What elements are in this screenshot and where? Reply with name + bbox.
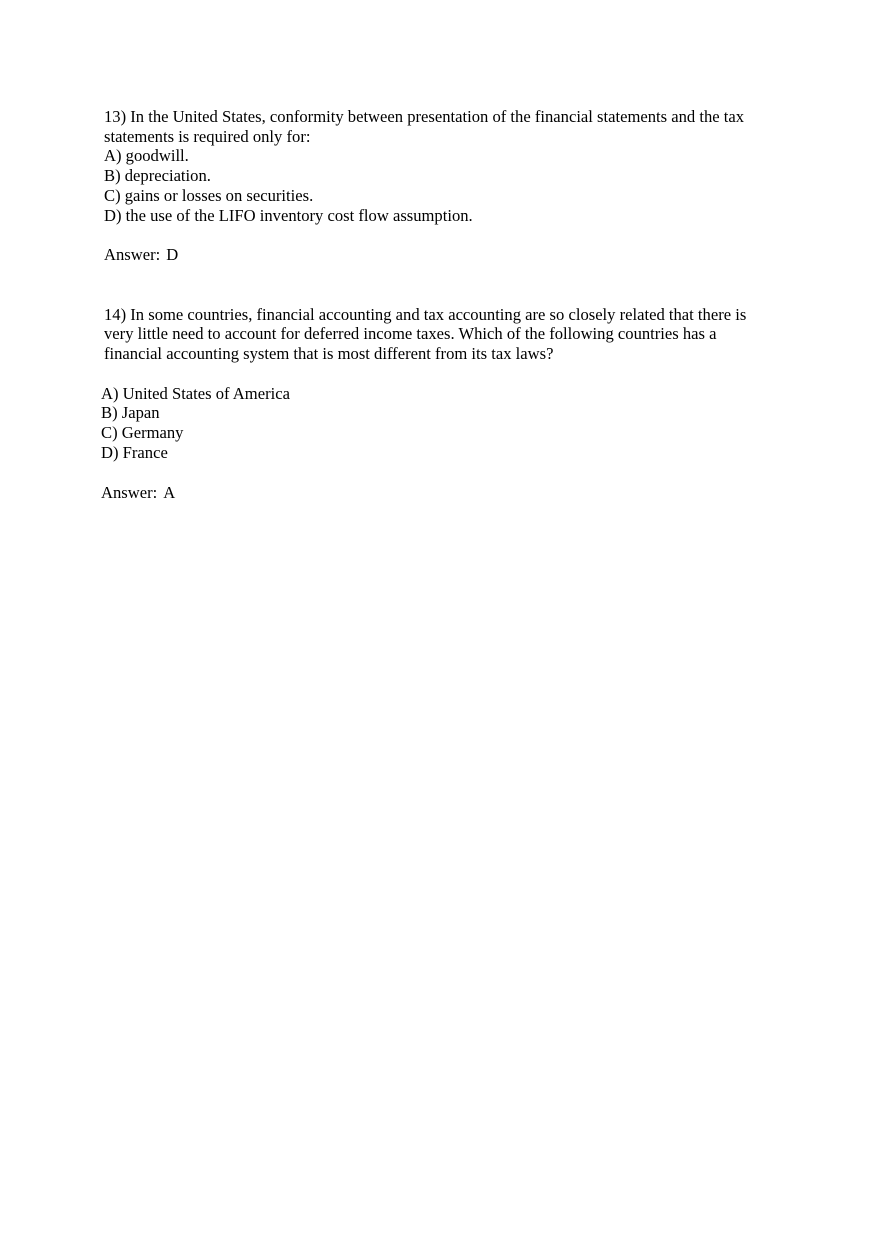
question-13-option-c: C) gains or losses on securities. (104, 186, 314, 205)
question-13-answer (104, 245, 178, 265)
question-13-option-b: B) depreciation. (104, 166, 211, 185)
question-14-option-a: A) United States of America (101, 384, 290, 403)
question-13-option-a: A) goodwill. (104, 146, 189, 165)
question-13-stem-line-2: statements is required only for: (104, 127, 311, 146)
question-14-option-b: B) Japan (101, 403, 160, 422)
question-13-stem-line-1: 13) In the United States, conformity between presentation of the financial statements and the tax (104, 107, 745, 126)
answer-value: A (163, 483, 176, 502)
question-14-option-d: D) France (101, 443, 168, 462)
question-14-option-c: C) Germany (101, 423, 184, 442)
question-14-answer (101, 483, 175, 503)
question-14-stem-line-2: very little need to account for deferred income taxes. Which of the following countries has a (104, 324, 717, 343)
answer-label: Answer: (104, 245, 161, 264)
question-14-stem-line-3: financial accounting system that is most different from its tax laws? (104, 344, 554, 363)
question-14-stem-line-1: 14) In some countries, financial accounting and tax accounting are so closely related that there is (104, 305, 747, 324)
answer-value: D (166, 245, 179, 264)
question-13-option-d: D) the use of the LIFO inventory cost flow assumption. (104, 206, 473, 225)
answer-label: Answer: (101, 483, 158, 502)
